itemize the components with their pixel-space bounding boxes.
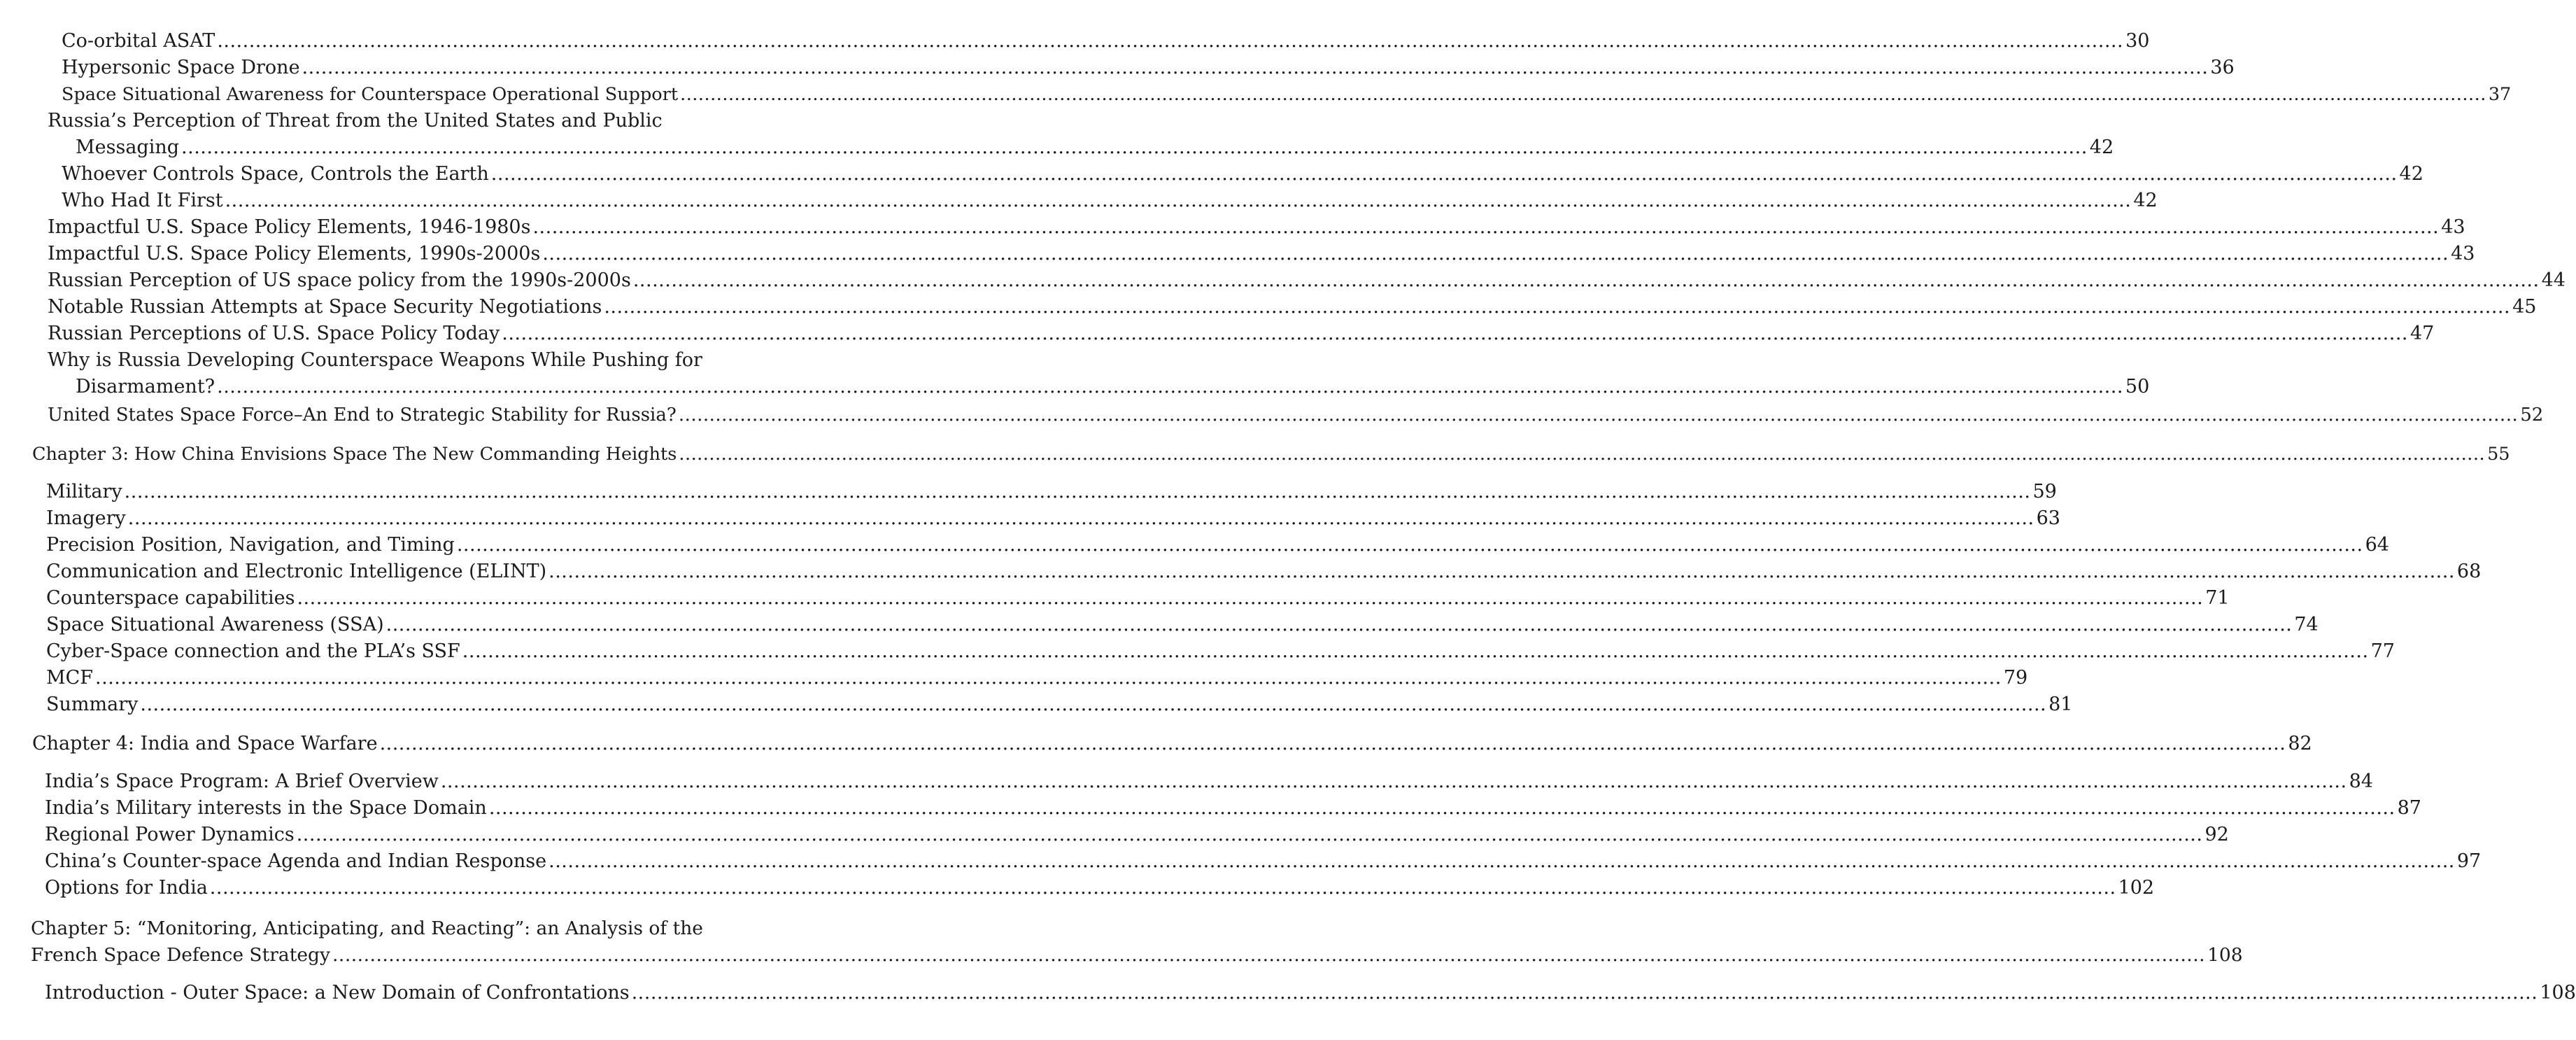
toc-entry-page: 84 — [2349, 771, 2373, 792]
toc-entry-title: MCF — [46, 667, 94, 689]
toc-entry-page: 30 — [2125, 30, 2150, 52]
dot-leader: ............................................................................................................................................................................................................................................................................................................ — [124, 481, 2031, 503]
toc-entry[interactable] — [48, 321, 2435, 347]
toc-entry-title: Regional Power Dynamics — [45, 824, 295, 845]
toc-entry-page: 42 — [2399, 163, 2423, 185]
dot-leader: ............................................................................................................................................................................................................................................................................................................ — [209, 877, 2116, 899]
toc-entry[interactable] — [45, 980, 2576, 1006]
dot-leader: ............................................................................................................................................................................................................................................................................................................ — [181, 136, 2088, 158]
toc-entry-title: Summary — [46, 694, 139, 715]
toc-entry-page: 87 — [2397, 797, 2421, 819]
toc-entry-page: 77 — [2370, 640, 2395, 662]
toc-entry-title: China’s Counter-space Agenda and Indian Response — [45, 850, 547, 872]
dot-leader: ............................................................................................................................................................................................................................................................................................................ — [632, 269, 2540, 291]
toc-entry-title: Hypersonic Space Drone — [62, 57, 300, 78]
dot-leader: ............................................................................................................................................................................................................................................................................................................ — [332, 944, 2206, 966]
toc-chapter-title: Chapter 4: India and Space Warfare — [32, 733, 378, 754]
toc-entry-page: 68 — [2456, 561, 2482, 582]
toc-chapter-entry[interactable] — [32, 441, 2510, 468]
toc-chapter-title-line1: Chapter 5: “Monitoring, Anticipating, and Reacting”: an Analysis of the — [31, 918, 703, 939]
toc-entry[interactable] — [62, 55, 2235, 81]
dot-leader: ............................................................................................................................................................................................................................................................................................................ — [462, 640, 2369, 662]
toc-entry-title: Space Situational Awareness for Counterspace Operational Support — [62, 84, 679, 105]
toc-entry[interactable] — [48, 402, 2544, 428]
dot-leader: ............................................................................................................................................................................................................................................................................................................ — [296, 824, 2203, 845]
toc-entry[interactable] — [48, 294, 2537, 321]
toc-entry-page: 43 — [2451, 243, 2475, 265]
dot-leader: ............................................................................................................................................................................................................................................................................................................ — [127, 507, 2034, 529]
toc-entry-title: Precision Position, Navigation, and Timing — [46, 534, 455, 556]
toc-entry-page: 36 — [2210, 57, 2235, 78]
dot-leader: ............................................................................................................................................................................................................................................................................................................ — [488, 797, 2395, 819]
toc-entry-title: Russian Perceptions of U.S. Space Policy Today — [48, 323, 500, 344]
toc-entry[interactable] — [45, 875, 2155, 901]
toc-entry-page: 79 — [2003, 667, 2028, 689]
toc-entry-page: 37 — [2488, 84, 2512, 105]
toc-entry-title: Co-orbital ASAT — [62, 30, 215, 52]
toc-entry[interactable] — [48, 347, 2150, 400]
dot-leader: ............................................................................................................................................................................................................................................................................................................ — [297, 587, 2204, 609]
dot-leader: ............................................................................................................................................................................................................................................................................................................ — [532, 216, 2440, 238]
toc-entry[interactable] — [62, 188, 2158, 214]
toc-entry-title: United States Space Force–An End to Strategic Stability for Russia? — [48, 405, 677, 426]
toc-entry[interactable] — [45, 795, 2421, 822]
toc-entry-title: Options for India — [45, 877, 208, 899]
toc-entry-page: 108 — [2207, 944, 2243, 966]
toc-entry[interactable] — [48, 267, 2566, 294]
toc-entry[interactable] — [46, 691, 2073, 718]
dot-leader: ............................................................................................................................................................................................................................................................................................................ — [502, 323, 2408, 344]
toc-entry-page: 102 — [2118, 877, 2155, 899]
toc-entry[interactable] — [46, 585, 2230, 612]
toc-entry-title: Military — [46, 481, 122, 503]
toc-entry-title: Messaging — [76, 136, 180, 158]
dot-leader: ............................................................................................................................................................................................................................................................................................................ — [456, 534, 2363, 556]
toc-entry-page: 74 — [2294, 614, 2319, 635]
toc-entry-page: 64 — [2365, 534, 2389, 556]
toc-entry-page: 108 — [2540, 982, 2576, 1004]
toc-entry-page: 97 — [2456, 850, 2482, 872]
toc-entry-title-line1: Russia’s Perception of Threat from the United States and Public — [48, 110, 663, 132]
dot-leader: ............................................................................................................................................................................................................................................................................................................ — [679, 444, 2486, 465]
toc-entry[interactable] — [46, 505, 2060, 532]
toc-entry[interactable] — [45, 768, 2373, 795]
toc-entry-page: 55 — [2487, 444, 2510, 465]
dot-leader: ............................................................................................................................................................................................................................................................................................................ — [217, 30, 2124, 52]
toc-entry-title: Cyber-Space connection and the PLA’s SSF — [46, 640, 460, 662]
toc-entry-page: 52 — [2520, 405, 2544, 426]
toc-entry[interactable] — [62, 28, 2150, 55]
toc-chapter-entry[interactable] — [31, 915, 2243, 969]
toc-entry-page: 43 — [2441, 216, 2465, 238]
toc-entry-title: Impactful U.S. Space Policy Elements, 1990s-2000s — [48, 243, 541, 265]
toc-entry-title: Introduction - Outer Space: a New Domain of Confrontations — [45, 982, 630, 1004]
dot-leader: ............................................................................................................................................................................................................................................................................................................ — [95, 667, 2002, 689]
dot-leader: ............................................................................................................................................................................................................................................................................................................ — [140, 694, 2047, 715]
toc-entry-page: 50 — [2125, 376, 2150, 398]
toc-entry-title: Who Had It First — [62, 190, 223, 211]
toc-entry[interactable] — [48, 214, 2465, 241]
dot-leader: ............................................................................................................................................................................................................................................................................................................ — [631, 982, 2538, 1004]
dot-leader: ............................................................................................................................................................................................................................................................................................................ — [680, 84, 2486, 105]
dot-leader: ............................................................................................................................................................................................................................................................................................................ — [302, 57, 2209, 78]
toc-chapter-title: French Space Defence Strategy — [31, 944, 330, 966]
toc-entry-page: 81 — [2048, 694, 2073, 715]
toc-chapter-title: Chapter 3: How China Envisions Space The New Commanding Heights — [32, 444, 677, 465]
toc-entry-page: 44 — [2541, 269, 2566, 291]
toc-entry[interactable] — [45, 822, 2229, 848]
dot-leader: ............................................................................................................................................................................................................................................................................................................ — [490, 163, 2398, 185]
dot-leader: ............................................................................................................................................................................................................................................................................................................ — [379, 733, 2286, 754]
toc-entry-page: 82 — [2288, 733, 2312, 754]
toc-entry-title: India’s Military interests in the Space Domain — [45, 797, 487, 819]
toc-entry-title: Whoever Controls Space, Controls the Earth — [62, 163, 489, 185]
toc-entry-title: Russian Perception of US space policy from the 1990s-2000s — [48, 269, 631, 291]
toc-entry-page: 42 — [2133, 190, 2158, 211]
toc-entry-page: 92 — [2205, 824, 2229, 845]
toc-entry-title: Imagery — [46, 507, 126, 529]
toc-entry[interactable] — [62, 161, 2423, 188]
dot-leader: ............................................................................................................................................................................................................................................................................................................ — [542, 243, 2449, 265]
toc-entry-title: Space Situational Awareness (SSA) — [46, 614, 384, 635]
toc-entry[interactable] — [46, 638, 2395, 665]
dot-leader: ............................................................................................................................................................................................................................................................................................................ — [678, 405, 2519, 426]
toc-entry-page: 45 — [2512, 296, 2537, 318]
toc-entry-page: 63 — [2036, 507, 2060, 529]
toc-entry-title: Disarmament? — [76, 376, 215, 398]
toc-entry-title: India’s Space Program: A Brief Overview — [45, 771, 439, 792]
toc-entry-page: 42 — [2089, 136, 2114, 158]
toc-entry[interactable] — [46, 665, 2028, 691]
dot-leader: ............................................................................................................................................................................................................................................................................................................ — [385, 614, 2293, 635]
toc-entry-page: 59 — [2032, 481, 2057, 503]
toc-entry-title: Communication and Electronic Intelligence (ELINT) — [46, 561, 547, 582]
toc-entry[interactable] — [62, 81, 2512, 108]
toc-entry-title: Notable Russian Attempts at Space Security Negotiations — [48, 296, 602, 318]
toc-entry-page: 71 — [2205, 587, 2230, 609]
toc-entry-title: Impactful U.S. Space Policy Elements, 1946-1980s — [48, 216, 531, 238]
dot-leader: ............................................................................................................................................................................................................................................................................................................ — [440, 771, 2347, 792]
toc-entry[interactable] — [46, 612, 2319, 638]
toc-entry[interactable] — [46, 479, 2057, 505]
dot-leader: ............................................................................................................................................................................................................................................................................................................ — [604, 296, 2511, 318]
dot-leader: ............................................................................................................................................................................................................................................................................................................ — [217, 376, 2123, 398]
toc-chapter-entry[interactable] — [32, 731, 2312, 757]
dot-leader: ............................................................................................................................................................................................................................................................................................................ — [549, 561, 2455, 582]
dot-leader: ............................................................................................................................................................................................................................................................................................................ — [549, 850, 2455, 872]
toc-entry[interactable] — [48, 241, 2475, 267]
toc-entry[interactable] — [45, 848, 2482, 875]
toc-entry-page: 47 — [2410, 323, 2435, 344]
toc-entry[interactable] — [48, 108, 2114, 161]
toc-entry-title: Counterspace capabilities — [46, 587, 295, 609]
toc-entry-title-line1: Why is Russia Developing Counterspace Weapons While Pushing for — [48, 349, 702, 371]
toc-entry[interactable] — [46, 532, 2389, 558]
toc-entry[interactable] — [46, 558, 2482, 585]
dot-leader: ............................................................................................................................................................................................................................................................................................................ — [225, 190, 2132, 211]
